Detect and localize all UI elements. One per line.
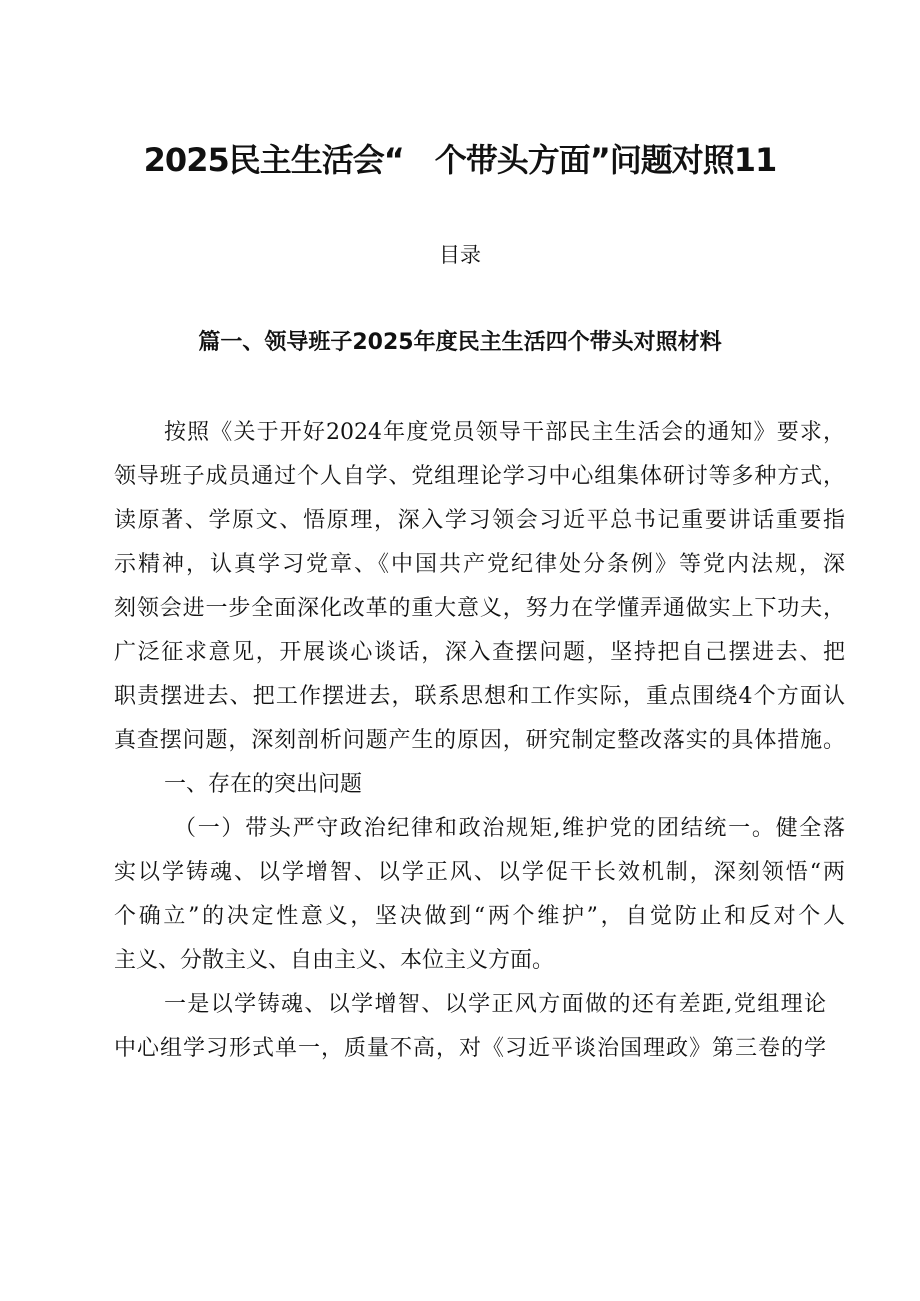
document-title: 2025民主生活会“ 个带头方面”问题对照11 [143,141,777,179]
section-heading: 篇一、领导班子2025年度民主生活四个带头对照材料 [198,330,722,355]
body-line: 领导班子成员通过个人自学、党组理论学习中心组集体研讨等多种方式， [114,464,845,489]
body-line: 中心组学习形式单一，质量不高，对《习近平谈治国理政》第三卷的学 [114,1036,826,1061]
body-line: 真查摆问题，深刻剖析问题产生的原因，研究制定整改落实的具体措施。 [114,728,845,753]
body-line: 实以学铸魂、以学增智、以学正风、以学促干长效机制，深刻领悟“两 [114,860,845,885]
body-line: 示精神，认真学习党章、《中国共产党纪律处分条例》等党内法规，深 [114,552,845,577]
body-line: 一是以学铸魂、以学增智、以学正风方面做的还有差距,党组理论 [164,992,826,1017]
body-line: 按照《关于开好2024年度党员领导干部民主生活会的通知》要求， [164,420,845,445]
body-line: 广泛征求意见，开展谈心谈话，深入查摆问题，坚持把自己摆进去、把 [114,640,845,665]
body-line: 刻领会进一步全面深化改革的重大意义，努力在学懂弄通做实上下功夫， [114,596,845,621]
body-line: 职责摆进去、把工作摆进去，联系思想和工作实际，重点围绕4个方面认 [114,684,845,709]
body-line: 主义、分散主义、自由主义、本位主义方面。 [114,948,555,973]
body-line: 读原著、学原文、悟原理，深入学习领会习近平总书记重要讲话重要指 [114,508,845,533]
subsection-heading: 一、存在的突出问题 [164,772,363,797]
body-line: 个确立”的决定性意义，坚决做到“两个维护”，自觉防止和反对个人 [114,904,845,929]
body-line: （一）带头严守政治纪律和政治规矩,维护党的团结统一。健全落 [174,816,845,841]
toc-heading: 目录 [439,243,481,267]
